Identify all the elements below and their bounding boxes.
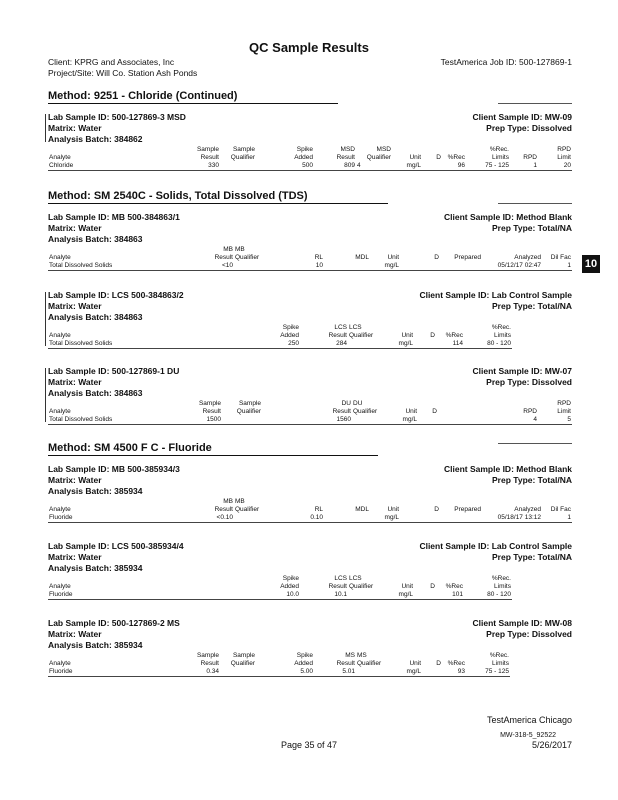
col-head: D bbox=[430, 332, 435, 339]
col-head: Result bbox=[328, 332, 347, 339]
col-head: RPD bbox=[523, 408, 537, 415]
col-head: Qualifier bbox=[230, 660, 255, 667]
cell: <0.10 bbox=[188, 514, 234, 523]
change-bar bbox=[45, 368, 46, 422]
matrix: Matrix: Water bbox=[48, 475, 102, 485]
lab-sample-id: Lab Sample ID: 500-127869-3 MSD bbox=[48, 112, 186, 122]
cell: 96 bbox=[442, 162, 466, 171]
col-head: Sample bbox=[232, 652, 255, 659]
cell-analyte: Total Dissolved Solids bbox=[48, 340, 248, 349]
client-sample-id: Client Sample ID: Lab Control Sample bbox=[419, 541, 572, 551]
cell: mg/L bbox=[392, 162, 422, 171]
col-head: Sample bbox=[238, 400, 261, 407]
cell: 05/18/17 13:12 bbox=[482, 514, 542, 523]
lab-sample-id: Lab Sample ID: MB 500-385934/3 bbox=[48, 464, 180, 474]
cell: 5 bbox=[538, 416, 572, 425]
col-head: %Rec. bbox=[491, 324, 511, 331]
col-head: Prepared bbox=[454, 254, 481, 261]
col-head: MSD bbox=[340, 146, 355, 153]
lab-sample-id: Lab Sample ID: LCS 500-384863/2 bbox=[48, 290, 184, 300]
cell: 10.0 bbox=[248, 591, 300, 600]
prep-type: Prep Type: Dissolved bbox=[486, 123, 572, 133]
cell: 1560 bbox=[262, 416, 352, 425]
method-underline bbox=[48, 455, 378, 456]
col-head: Spike bbox=[296, 652, 313, 659]
col-head: RPD bbox=[557, 146, 571, 153]
cell: 5.01 bbox=[314, 668, 356, 677]
rule-mark bbox=[498, 203, 572, 204]
col-head: D bbox=[434, 254, 439, 261]
lab-sample-id: Lab Sample ID: 500-127869-2 MS bbox=[48, 618, 180, 628]
results-table bbox=[48, 400, 572, 425]
table-row bbox=[48, 162, 572, 171]
analysis-batch: Analysis Batch: 384863 bbox=[48, 234, 143, 244]
results-table bbox=[48, 652, 572, 677]
cell: mg/L bbox=[388, 416, 418, 425]
col-head: %Rec bbox=[445, 332, 463, 339]
qc-block-du bbox=[48, 366, 572, 436]
cell-analyte: Total Dissolved Solids bbox=[48, 262, 188, 271]
job-id: TestAmerica Job ID: 500-127869-1 bbox=[440, 57, 572, 67]
rule-mark bbox=[498, 103, 572, 104]
col-head: MDL bbox=[355, 254, 369, 261]
col-head: %Rec. bbox=[489, 652, 509, 659]
change-bar bbox=[45, 292, 46, 346]
section-tab: 10 bbox=[582, 255, 600, 273]
col-head: Sample bbox=[196, 146, 219, 153]
cell: mg/L bbox=[370, 262, 400, 271]
col-head: Limits bbox=[492, 154, 509, 161]
lab-sample-id: Lab Sample ID: 500-127869-1 DU bbox=[48, 366, 180, 376]
cell: 1 bbox=[510, 162, 538, 171]
col-head: Spike bbox=[282, 575, 299, 582]
col-head: Unit bbox=[387, 506, 399, 513]
col-head: MS bbox=[357, 652, 367, 659]
cell: 809 bbox=[314, 162, 356, 171]
matrix: Matrix: Water bbox=[48, 223, 102, 233]
method-underline bbox=[48, 103, 338, 104]
table-row bbox=[48, 591, 572, 600]
results-table bbox=[48, 498, 572, 523]
matrix: Matrix: Water bbox=[48, 301, 102, 311]
cell-analyte: Fluoride bbox=[48, 668, 178, 677]
change-bar bbox=[45, 114, 46, 142]
cell: 1 bbox=[542, 514, 572, 523]
col-head: MDL bbox=[355, 506, 369, 513]
col-head: Qualifier bbox=[349, 332, 374, 339]
table-row bbox=[48, 340, 572, 349]
prep-type: Prep Type: Total/NA bbox=[492, 552, 572, 562]
cell: 10.1 bbox=[300, 591, 348, 600]
cell: 75 - 125 bbox=[466, 668, 510, 677]
col-head: Analyte bbox=[49, 506, 71, 513]
col-head: Unit bbox=[401, 583, 413, 590]
analysis-batch: Analysis Batch: 384862 bbox=[48, 134, 143, 144]
cell: 284 bbox=[300, 340, 348, 349]
col-head: Added bbox=[294, 154, 313, 161]
col-head: Added bbox=[280, 583, 299, 590]
results-table bbox=[48, 324, 572, 349]
col-head: Dil Fac bbox=[550, 506, 571, 513]
client-sample-id: Client Sample ID: MW-09 bbox=[472, 112, 572, 122]
col-head: LCS bbox=[334, 575, 347, 582]
cell bbox=[422, 162, 442, 171]
col-head: Qualifier bbox=[230, 154, 255, 161]
col-head: Result bbox=[200, 660, 219, 667]
col-head: Analyte bbox=[49, 254, 71, 261]
col-head: Unit bbox=[387, 254, 399, 261]
matrix: Matrix: Water bbox=[48, 377, 102, 387]
col-head: RPD bbox=[557, 400, 571, 407]
col-head: Spike bbox=[282, 324, 299, 331]
project-site: Project/Site: Will Co. Station Ash Ponds bbox=[48, 68, 198, 78]
cell: 75 - 125 bbox=[466, 162, 510, 171]
col-head: Result bbox=[336, 154, 355, 161]
prep-type: Prep Type: Dissolved bbox=[486, 377, 572, 387]
col-head: Unit bbox=[401, 332, 413, 339]
col-head: MSD bbox=[376, 146, 391, 153]
matrix: Matrix: Water bbox=[48, 629, 102, 639]
method-heading-fluoride: Method: SM 4500 F C - Fluoride bbox=[48, 442, 212, 454]
col-head: Analyte bbox=[49, 660, 71, 667]
analysis-batch: Analysis Batch: 384863 bbox=[48, 388, 143, 398]
method-heading-chloride: Method: 9251 - Chloride (Continued) bbox=[48, 90, 238, 102]
col-head: LCS bbox=[349, 324, 362, 331]
cell bbox=[414, 591, 436, 600]
col-head: Limit bbox=[557, 408, 571, 415]
cell: mg/L bbox=[384, 340, 414, 349]
method-heading-tds: Method: SM 2540C - Solids, Total Dissolved (TDS) bbox=[48, 190, 308, 202]
col-head: %Rec bbox=[447, 660, 465, 667]
client-sample-id: Client Sample ID: MW-07 bbox=[472, 366, 572, 376]
col-head: DU bbox=[341, 400, 351, 407]
col-head: Dil Fac bbox=[550, 254, 571, 261]
cell: 250 bbox=[248, 340, 300, 349]
col-head: Sample bbox=[196, 652, 219, 659]
table-row bbox=[48, 514, 572, 523]
cell: 20 bbox=[538, 162, 572, 171]
cell bbox=[440, 514, 482, 523]
cell: 0.10 bbox=[278, 514, 324, 523]
prep-type: Prep Type: Total/NA bbox=[492, 475, 572, 485]
qc-block-ms bbox=[48, 618, 572, 688]
qc-block-msd bbox=[48, 112, 572, 182]
col-head: Qualifier bbox=[353, 408, 378, 415]
cell: 10 bbox=[278, 262, 324, 271]
qc-block-mb-fluoride bbox=[48, 464, 572, 534]
col-head: Sample bbox=[232, 146, 255, 153]
col-head: MB bbox=[235, 246, 245, 253]
matrix: Matrix: Water bbox=[48, 123, 102, 133]
table-row bbox=[48, 668, 572, 677]
cell-analyte: Total Dissolved Solids bbox=[48, 416, 186, 425]
footer-company: TestAmerica Chicago bbox=[486, 715, 572, 725]
client-sample-id: Client Sample ID: Method Blank bbox=[444, 464, 572, 474]
cell bbox=[348, 340, 384, 349]
cell: 0.34 bbox=[178, 668, 220, 677]
cell bbox=[234, 262, 278, 271]
cell bbox=[352, 416, 388, 425]
col-head: %Rec bbox=[445, 583, 463, 590]
cell bbox=[222, 416, 262, 425]
cell bbox=[356, 668, 392, 677]
col-head: LCS bbox=[349, 575, 362, 582]
cell bbox=[324, 262, 370, 271]
col-head: Result bbox=[202, 408, 221, 415]
rule-mark bbox=[498, 443, 572, 444]
cell bbox=[418, 416, 438, 425]
col-head: RPD bbox=[523, 154, 537, 161]
col-head: %Rec bbox=[447, 154, 465, 161]
client-sample-id: Client Sample ID: MW-08 bbox=[472, 618, 572, 628]
cell: 500 bbox=[256, 162, 314, 171]
results-table bbox=[48, 246, 572, 271]
col-head: Analyte bbox=[49, 408, 71, 415]
analysis-batch: Analysis Batch: 385934 bbox=[48, 563, 143, 573]
cell: 4 bbox=[438, 416, 538, 425]
col-head: RL bbox=[314, 506, 323, 513]
col-head: MB bbox=[223, 246, 233, 253]
cell bbox=[440, 262, 482, 271]
col-head: Analyte bbox=[49, 154, 71, 161]
cell bbox=[220, 162, 256, 171]
col-head: Result bbox=[200, 154, 219, 161]
col-head: MB bbox=[235, 498, 245, 505]
col-head: Result bbox=[214, 254, 233, 261]
cell: 80 - 120 bbox=[464, 591, 512, 600]
method-underline bbox=[48, 203, 388, 204]
col-head: Result bbox=[214, 506, 233, 513]
col-head: Analyzed bbox=[514, 254, 541, 261]
col-head: Limits bbox=[494, 332, 511, 339]
col-head: Result bbox=[332, 408, 351, 415]
col-head: %Rec. bbox=[489, 146, 509, 153]
footer-doc-id: MW-318-5_92522 bbox=[500, 732, 556, 739]
col-head bbox=[48, 146, 178, 154]
col-head: Unit bbox=[409, 660, 421, 667]
col-head: Qualifier bbox=[349, 583, 374, 590]
cell: 101 bbox=[436, 591, 464, 600]
cell bbox=[422, 668, 442, 677]
matrix: Matrix: Water bbox=[48, 552, 102, 562]
cell bbox=[400, 262, 440, 271]
col-head: RL bbox=[314, 254, 323, 261]
cell-analyte: Chloride bbox=[48, 162, 178, 171]
qc-block-mb-tds bbox=[48, 212, 572, 282]
lab-sample-id: Lab Sample ID: MB 500-384863/1 bbox=[48, 212, 180, 222]
analysis-batch: Analysis Batch: 385934 bbox=[48, 640, 143, 650]
client-sample-id: Client Sample ID: Method Blank bbox=[444, 212, 572, 222]
cell: mg/L bbox=[370, 514, 400, 523]
cell: mg/L bbox=[384, 591, 414, 600]
cell: 1 bbox=[542, 262, 572, 271]
col-head: Unit bbox=[409, 154, 421, 161]
col-head: Analyzed bbox=[514, 506, 541, 513]
qc-block-lcs-tds bbox=[48, 290, 572, 360]
prep-type: Prep Type: Total/NA bbox=[492, 301, 572, 311]
cell: 80 - 120 bbox=[464, 340, 512, 349]
cell-analyte: Fluoride bbox=[48, 591, 248, 600]
col-head: MS bbox=[345, 652, 355, 659]
col-head: Added bbox=[294, 660, 313, 667]
col-head: Result bbox=[328, 583, 347, 590]
analysis-batch: Analysis Batch: 384863 bbox=[48, 312, 143, 322]
lab-sample-id: Lab Sample ID: LCS 500-385934/4 bbox=[48, 541, 184, 551]
table-row bbox=[48, 416, 572, 425]
col-head: Result bbox=[336, 660, 355, 667]
col-head: Qualifier bbox=[357, 660, 382, 667]
client-sample-id: Client Sample ID: Lab Control Sample bbox=[419, 290, 572, 300]
cell bbox=[414, 340, 436, 349]
col-head: Limits bbox=[492, 660, 509, 667]
results-table bbox=[48, 146, 572, 171]
cell: 114 bbox=[436, 340, 464, 349]
cell bbox=[234, 514, 278, 523]
col-head: Unit bbox=[405, 408, 417, 415]
client-name: Client: KPRG and Associates, Inc bbox=[48, 57, 175, 67]
cell: 4 bbox=[356, 162, 392, 171]
col-head: Qualifier bbox=[235, 254, 260, 261]
cell: 1500 bbox=[186, 416, 222, 425]
col-head: D bbox=[436, 154, 441, 161]
col-head: D bbox=[434, 506, 439, 513]
prep-type: Prep Type: Total/NA bbox=[492, 223, 572, 233]
col-head: Prepared bbox=[454, 506, 481, 513]
cell bbox=[400, 514, 440, 523]
col-head: Qualifier bbox=[366, 154, 391, 161]
col-head: Sample bbox=[198, 400, 221, 407]
col-head: %Rec. bbox=[491, 575, 511, 582]
col-head: D bbox=[436, 660, 441, 667]
cell: 93 bbox=[442, 668, 466, 677]
footer-date: 5/26/2017 bbox=[531, 740, 572, 750]
col-head: Qualifier bbox=[236, 408, 261, 415]
col-head: DU bbox=[353, 400, 363, 407]
col-head: D bbox=[432, 408, 437, 415]
cell bbox=[324, 514, 370, 523]
footer-page-number: Page 35 of 47 bbox=[280, 740, 338, 750]
analysis-batch: Analysis Batch: 385934 bbox=[48, 486, 143, 496]
prep-type: Prep Type: Dissolved bbox=[486, 629, 572, 639]
col-head: Limits bbox=[494, 583, 511, 590]
col-head: Limit bbox=[557, 154, 571, 161]
cell: 5.00 bbox=[256, 668, 314, 677]
col-head: Spike bbox=[296, 146, 313, 153]
cell bbox=[220, 668, 256, 677]
qc-block-lcs-fluoride bbox=[48, 541, 572, 611]
col-head: LCS bbox=[334, 324, 347, 331]
results-table bbox=[48, 575, 572, 600]
cell-analyte: Fluoride bbox=[48, 514, 188, 523]
cell: 05/12/17 02:47 bbox=[482, 262, 542, 271]
col-head: Analyte bbox=[49, 332, 71, 339]
cell bbox=[348, 591, 384, 600]
col-head: Analyte bbox=[49, 583, 71, 590]
cell: <10 bbox=[188, 262, 234, 271]
cell: mg/L bbox=[392, 668, 422, 677]
col-head: D bbox=[430, 583, 435, 590]
col-head: Added bbox=[280, 332, 299, 339]
table-row bbox=[48, 262, 572, 271]
page-title: QC Sample Results bbox=[249, 40, 369, 55]
col-head: Qualifier bbox=[235, 506, 260, 513]
col-head: MB bbox=[223, 498, 233, 505]
cell: 330 bbox=[178, 162, 220, 171]
